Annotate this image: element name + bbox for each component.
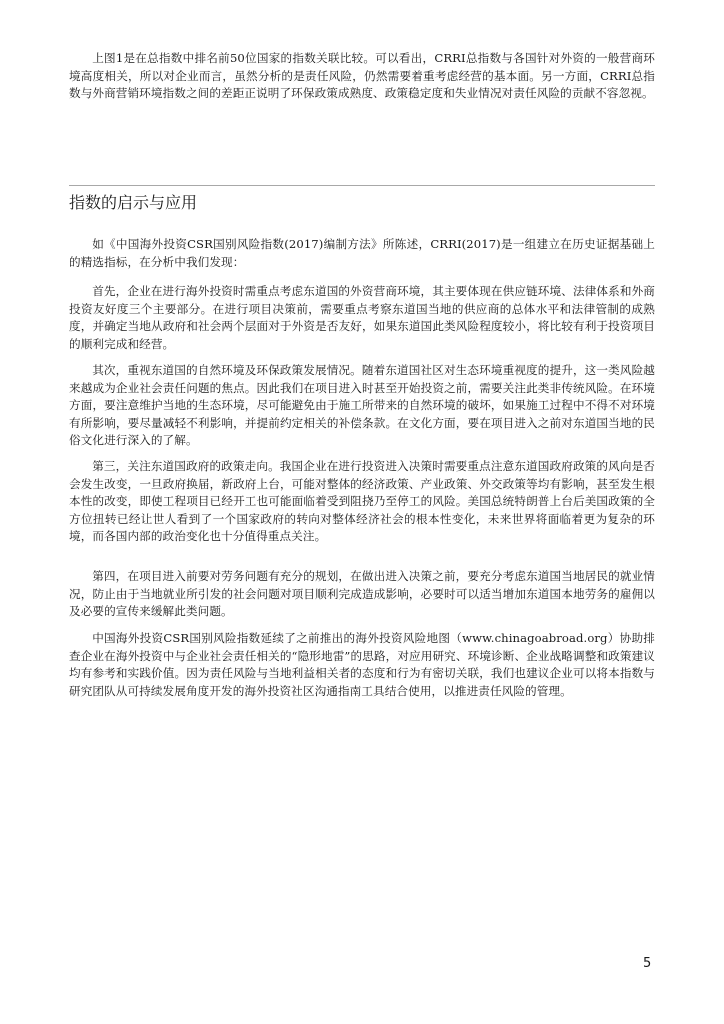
closing-paragraph: 中国海外投资CSR国别风险指数延续了之前推出的海外投资风险地图（www.chinagoabroad.org）协助排查企业在海外投资中与企业社会责任相关的“隐形地雷”的思路，对应用研究、环境诊断、企业战略调整和政策建议均有参考和实践价值。因为责任风险与当地利益相关者的态度和行为有密切关联，我们也建议企业可以将本指数与研究团队从可持续发展角度开发的海外投资社区沟通指南工具结合使用，以推进责任风险的管理。 — [69, 631, 655, 698]
intro-paragraph: 上图1是在总指数中排名前50位国家的指数关联比较。可以看出，CRRI总指数与各国针对外资的一般营商环境高度相关，所以对企业而言，虽然分析的是责任风险，仍然需要着重考虑经营的基本面。另一方面，CRRI总指数与外商营销环境指数之间的差距正说明了环保政策成熟度、政策稳定度和失业情况对责任风险的贡献不容忽视。 — [69, 51, 655, 101]
section-opening-paragraph: 如《中国海外投资CSR国别风险指数(2017)编制方法》所陈述，CRRI(2017)是一组建立在历史证据基础上的精选指标，在分析中我们发现： — [69, 237, 655, 269]
page-number: 5 — [643, 956, 652, 971]
section-divider — [69, 185, 655, 186]
section-title: 指数的启示与应用 — [69, 193, 198, 212]
finding-paragraph-first: 首先，企业在进行海外投资时需重点考虑东道国的外资营商环境，其主要体现在供应链环境、法律体系和外商投资友好度三个主要部分。在进行项目决策前，需要重点考察东道国当地的供应商的总体水平和法律管制的成熟度，并确定当地从政府和社会两个层面对于外资是否友好，如果东道国此类风险程度较小，将比较有利于投资项目的顺利完成和经营。 — [69, 284, 655, 351]
finding-paragraph-third: 第三，关注东道国政府的政策走向。我国企业在进行投资进入决策时需要重点注意东道国政府政策的风向是否会发生改变，一旦政府换届，新政府上台，可能对整体的经济政策、产业政策、外交政策等均有影响，甚至发生根本性的改变，即使工程项目已经开工也可能面临着受到阻挠乃至停工的风险。美国总统特朗普上台后美国政策的全方位扭转已经让世人看到了一个国家政府的转向对整体经济社会的根本性变化，未来世界将面临着更为复杂的环境，而各国内部的政治变化也十分值得重点关注。 — [69, 459, 655, 544]
finding-paragraph-fourth: 第四，在项目进入前要对劳务问题有充分的规划，在做出进入决策之前，要充分考虑东道国当地居民的就业情况，防止由于当地就业所引发的社会问题对项目顺利完成造成影响，必要时可以适当增加东道国本地劳务的雇佣以及必要的宣传来缓解此类问题。 — [69, 569, 655, 619]
finding-paragraph-second: 其次，重视东道国的自然环境及环保政策发展情况。随着东道国社区对生态环境重视度的提升，这一类风险越来越成为企业社会责任问题的焦点。因此我们在项目进入时甚至开始投资之前，需要关注此类非传统风险。在环境方面，要注意维护当地的生态环境，尽可能避免由于施工所带来的自然环境的破坏，如果施工过程中不得不对环境有所影响，要尽量减轻不利影响，并提前约定相关的补偿条款。在文化方面，要在项目进入之前对东道国当地的民俗文化进行深入的了解。 — [69, 363, 655, 448]
